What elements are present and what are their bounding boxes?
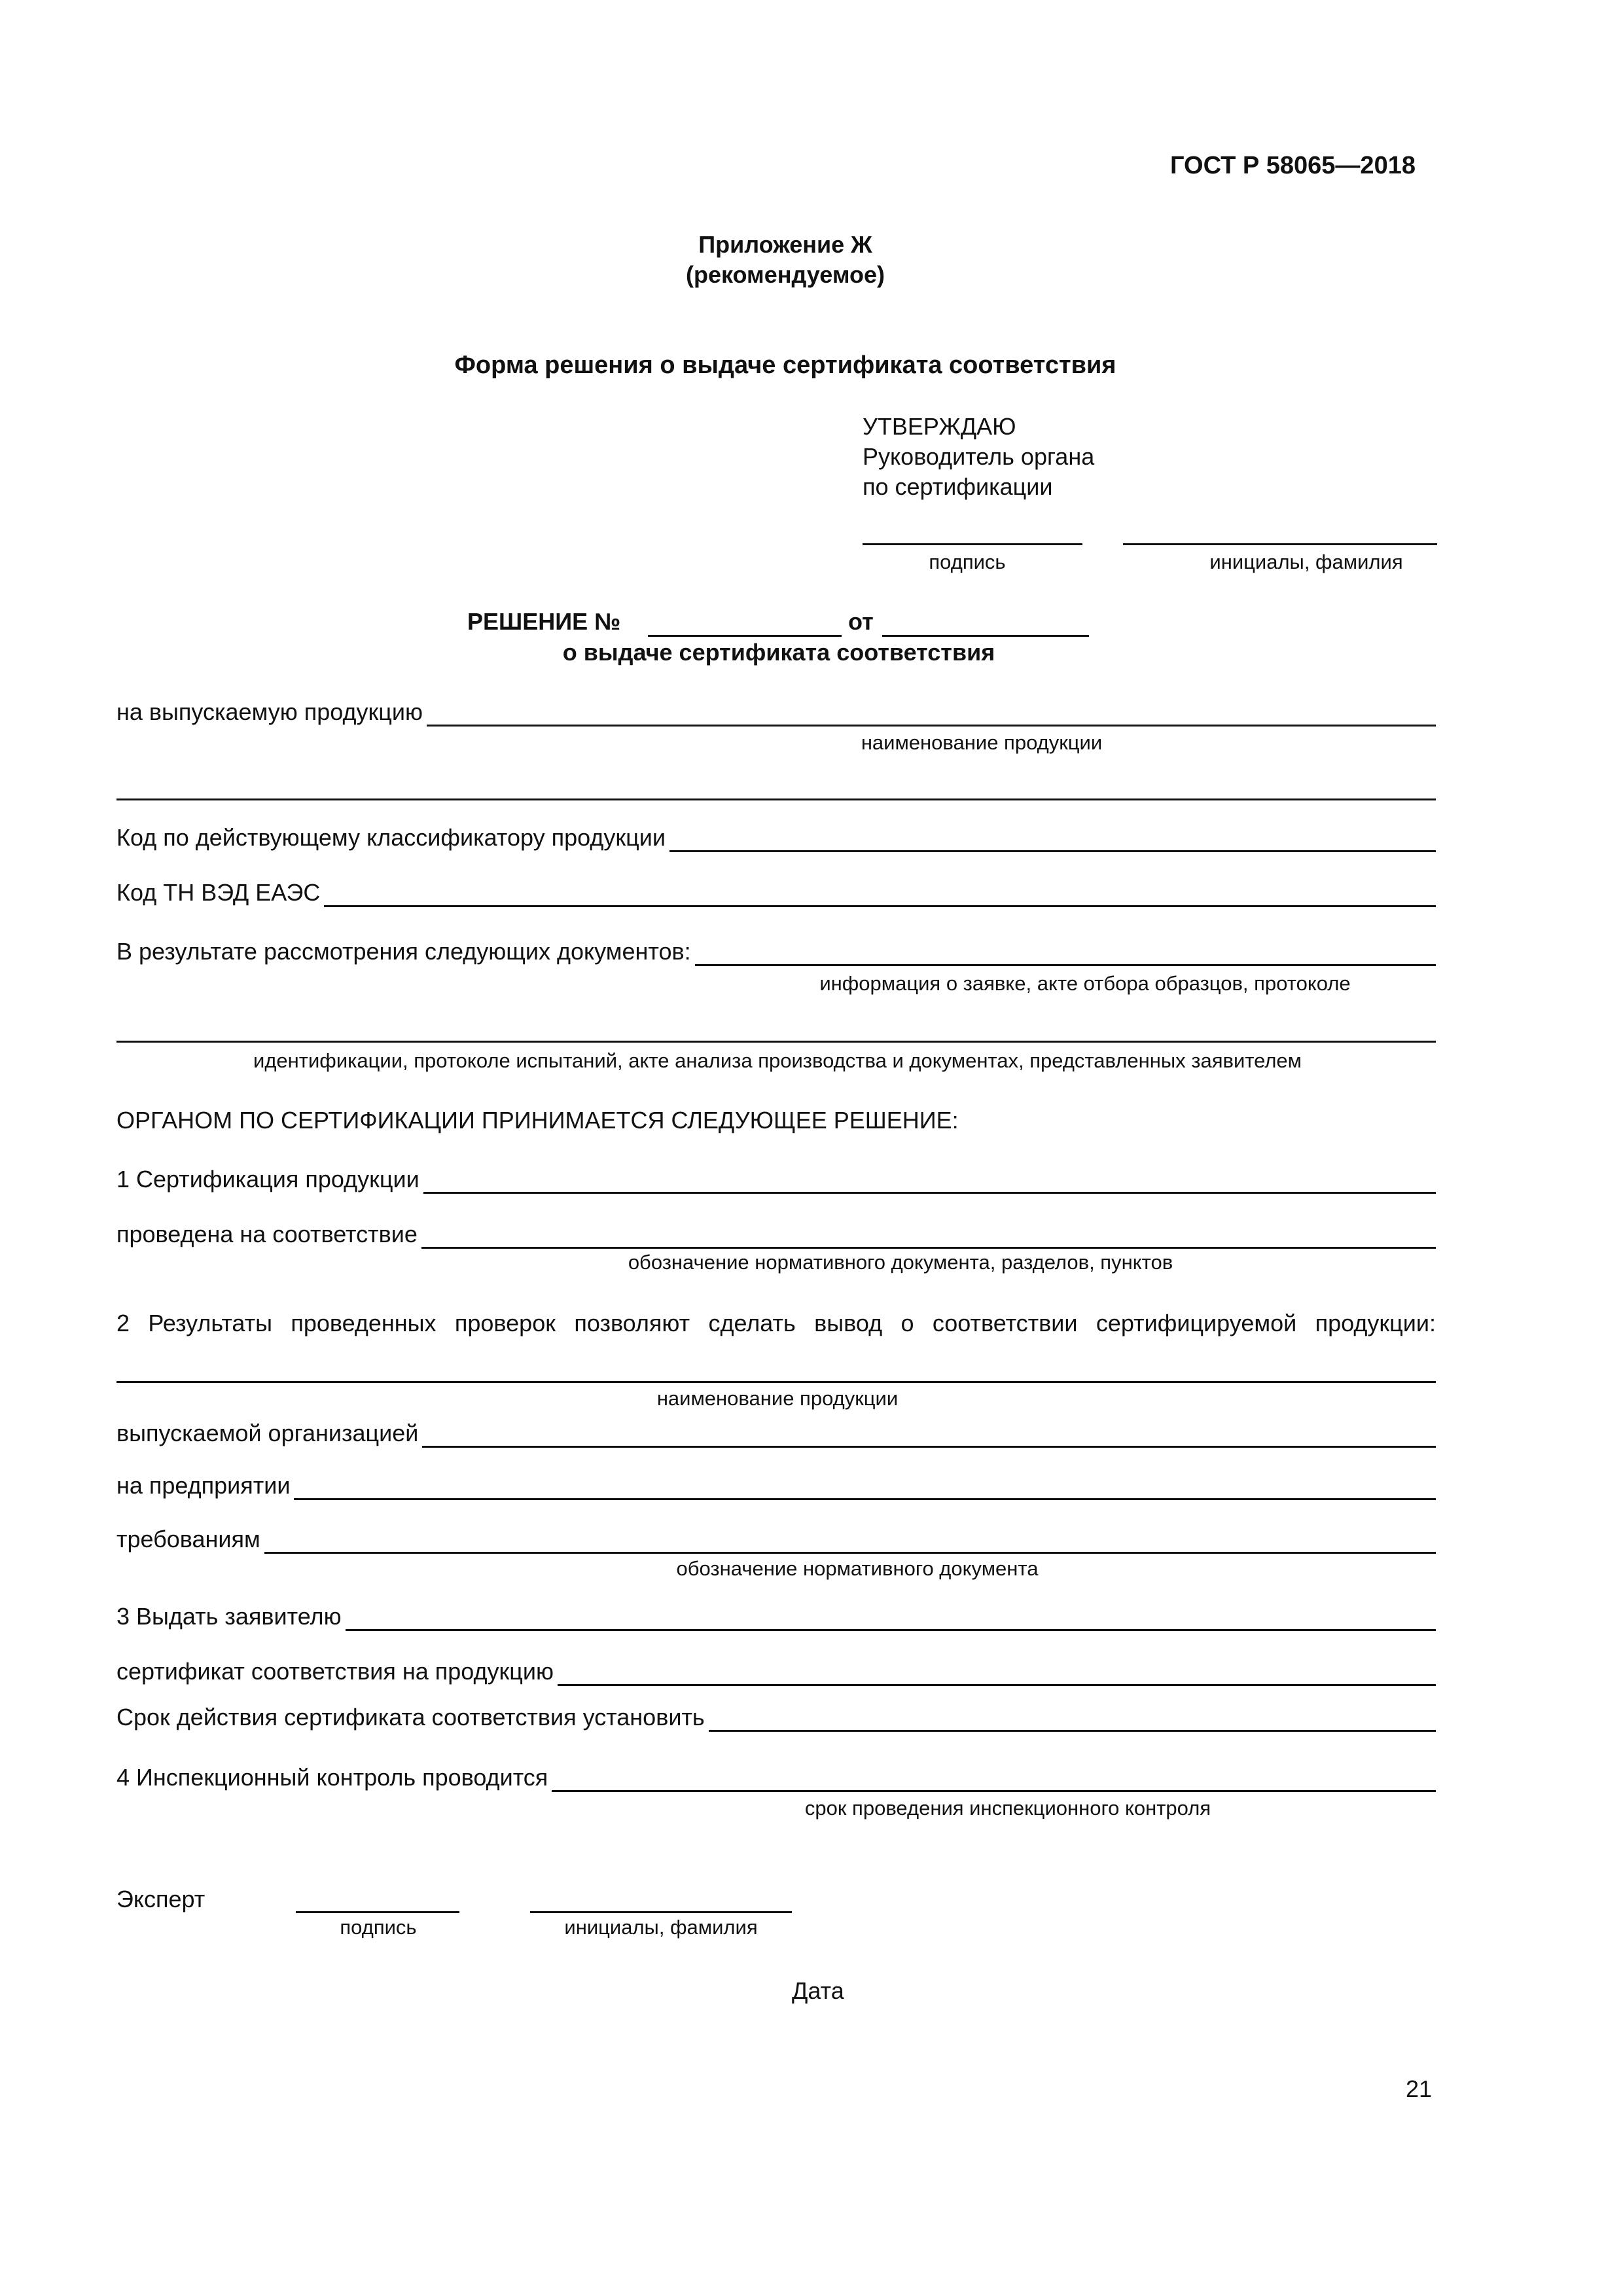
page-number: 21 bbox=[1406, 2075, 1433, 2102]
item2-product-line[interactable] bbox=[116, 1381, 1436, 1383]
item3-field[interactable] bbox=[116, 1600, 1436, 1631]
enterprise-label: на предприятии bbox=[116, 1472, 291, 1499]
approval-line-3: по сертификации bbox=[863, 473, 1053, 500]
item4-label: 4 Инспекционный контроль проводится bbox=[116, 1764, 548, 1791]
approval-name-caption: инициалы, фамилия bbox=[1209, 550, 1403, 573]
documents-input-line[interactable] bbox=[695, 943, 1436, 966]
item4-input-line[interactable] bbox=[552, 1769, 1436, 1792]
item3-label: 3 Выдать заявителю bbox=[116, 1603, 342, 1630]
tn-ved-code-field[interactable] bbox=[116, 876, 1436, 907]
requirements-input-line[interactable] bbox=[264, 1531, 1436, 1554]
item1-caption: обозначение нормативного документа, разделов, пунктов bbox=[628, 1251, 1173, 1274]
approval-line-2: Руководитель органа bbox=[863, 443, 1095, 470]
enterprise-input-line[interactable] bbox=[294, 1477, 1436, 1500]
validity-label: Срок действия сертификата соответствия установить bbox=[116, 1704, 705, 1731]
appendix-type: (рекомендуемое) bbox=[686, 261, 885, 288]
approval-name-line[interactable] bbox=[1123, 543, 1437, 545]
certificate-for-input-line[interactable] bbox=[558, 1663, 1436, 1686]
requirements-label: требованиям bbox=[116, 1526, 260, 1552]
expert-signature-line[interactable] bbox=[296, 1911, 459, 1913]
enterprise-field[interactable] bbox=[116, 1469, 1436, 1500]
validity-input-line[interactable] bbox=[709, 1709, 1436, 1732]
product-field[interactable] bbox=[116, 695, 1436, 726]
item2-caption: наименование продукции bbox=[656, 1387, 899, 1410]
item1-input-line[interactable] bbox=[423, 1171, 1436, 1194]
requirements-field[interactable] bbox=[116, 1522, 1436, 1554]
classifier-code-label: Код по действующему классификатору продукции bbox=[116, 824, 666, 851]
approval-line-1: УТВЕРЖДАЮ bbox=[863, 413, 1016, 440]
certificate-for-field[interactable] bbox=[116, 1655, 1436, 1686]
tn-ved-code-input-line[interactable] bbox=[324, 884, 1436, 907]
manufactured-by-input-line[interactable] bbox=[422, 1425, 1436, 1448]
documents-field[interactable] bbox=[116, 935, 1436, 966]
standard-number: ГОСТ Р 58065—2018 bbox=[1170, 152, 1416, 179]
item1-label: 1 Сертификация продукции bbox=[116, 1166, 419, 1193]
classifier-code-input-line[interactable] bbox=[669, 829, 1436, 852]
decision-date-line[interactable] bbox=[882, 635, 1089, 637]
item1-conformity-field[interactable] bbox=[116, 1217, 1436, 1249]
item1-conformity-label: проведена на соответствие bbox=[116, 1221, 418, 1247]
approval-signature-line[interactable] bbox=[863, 543, 1082, 545]
item2-text: 2 Результаты проведенных проверок позволяют сделать вывод о соответствии сертифицируемой продукции: bbox=[116, 1310, 1436, 1336]
form-title: Форма решения о выдаче сертификата соответствия bbox=[454, 351, 1116, 379]
product-continuation-line[interactable] bbox=[116, 798, 1436, 800]
item4-field[interactable] bbox=[116, 1761, 1436, 1792]
date-label: Дата bbox=[792, 1977, 844, 2004]
product-caption: наименование продукции bbox=[861, 731, 1103, 754]
item1-conformity-input-line[interactable] bbox=[421, 1226, 1436, 1249]
validity-field[interactable] bbox=[116, 1700, 1436, 1732]
product-label: на выпускаемую продукцию bbox=[116, 698, 423, 725]
decision-number-line[interactable] bbox=[648, 635, 842, 637]
documents-label: В результате рассмотрения следующих документов: bbox=[116, 938, 691, 965]
manufactured-by-label: выпускаемой организацией bbox=[116, 1420, 419, 1446]
item4-caption: срок проведения инспекционного контроля bbox=[804, 1797, 1211, 1820]
appendix-title: Приложение Ж bbox=[698, 231, 872, 258]
manufactured-by-field[interactable] bbox=[116, 1416, 1436, 1448]
documents-continuation-line[interactable] bbox=[116, 1041, 1436, 1043]
product-input-line[interactable] bbox=[427, 704, 1436, 726]
classifier-code-field[interactable] bbox=[116, 821, 1436, 852]
expert-label: Эксперт bbox=[116, 1886, 205, 1912]
decision-heading: ОРГАНОМ ПО СЕРТИФИКАЦИИ ПРИНИМАЕТСЯ СЛЕДУЮЩЕЕ РЕШЕНИЕ: bbox=[116, 1107, 959, 1134]
documents-caption-1: информация о заявке, акте отбора образцов, протоколе bbox=[819, 972, 1351, 995]
requirements-caption: обозначение нормативного документа bbox=[676, 1557, 1039, 1580]
decision-number-label: РЕШЕНИЕ № bbox=[467, 608, 621, 635]
expert-name-line[interactable] bbox=[530, 1911, 792, 1913]
tn-ved-code-label: Код ТН ВЭД ЕАЭС bbox=[116, 879, 321, 906]
decision-subtitle: о выдаче сертификата соответствия bbox=[562, 639, 995, 666]
expert-sign-caption: подпись bbox=[340, 1916, 417, 1939]
decision-from-label: от bbox=[848, 608, 874, 635]
expert-name-caption: инициалы, фамилия bbox=[564, 1916, 758, 1939]
approval-sign-caption: подпись bbox=[929, 550, 1006, 573]
certificate-for-label: сертификат соответствия на продукцию bbox=[116, 1658, 554, 1685]
item3-input-line[interactable] bbox=[346, 1608, 1436, 1631]
documents-caption-2: идентификации, протоколе испытаний, акте анализа производства и документах, представленных заявителем bbox=[253, 1049, 1302, 1072]
item1-field[interactable] bbox=[116, 1162, 1436, 1194]
